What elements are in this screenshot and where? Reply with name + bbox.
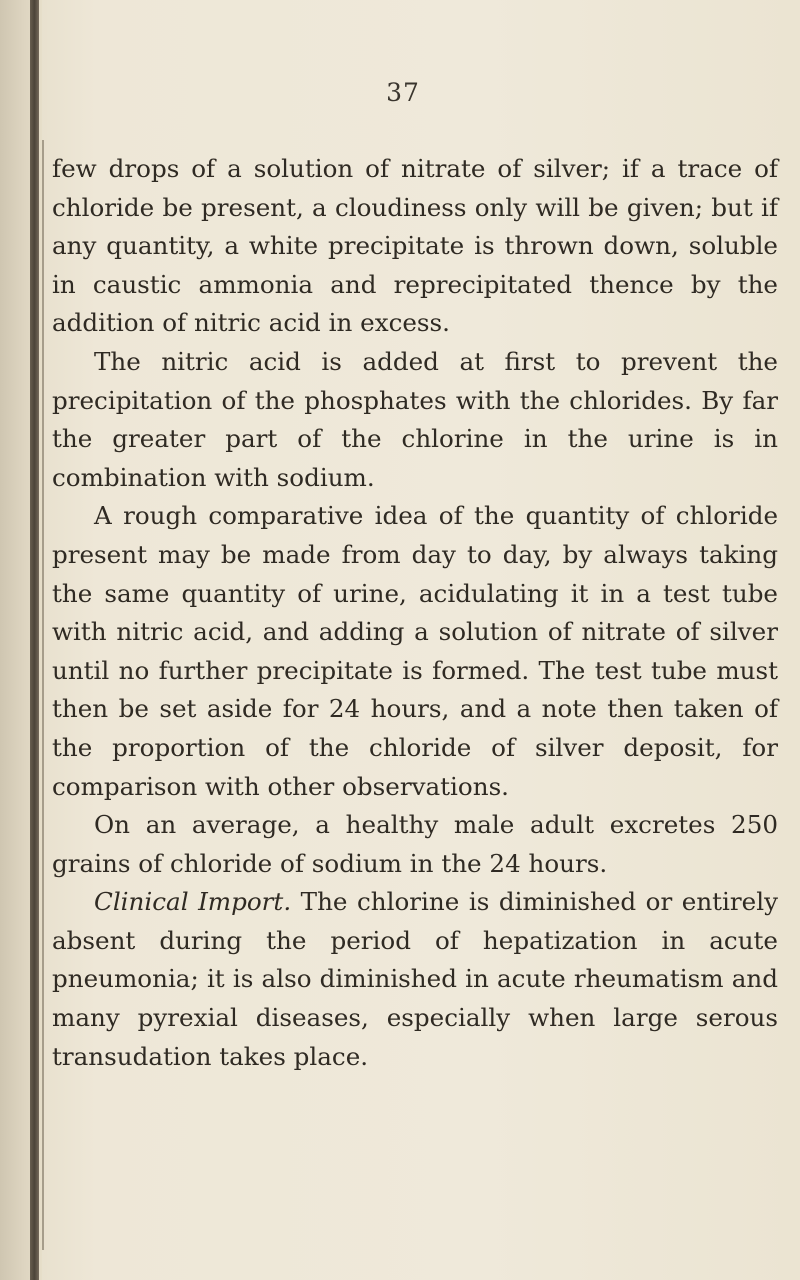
paragraph-4: On an average, a healthy male adult excretes 250 grains of chloride of sodium in the 24 hours. — [52, 810, 778, 878]
gutter-shadow — [30, 0, 39, 1280]
body-text — [52, 150, 778, 1076]
paragraph-1: few drops of a solution of nitrate of silver; if a trace of chloride be present, a cloudiness only will be given; but if any quantity, a white precipitate is thrown down, soluble in caustic ammonia and reprecipitated thence by the addition of nitric acid in excess. — [52, 154, 778, 338]
paragraph-3: A rough comparative idea of the quantity of chloride present may be made from day to day, by always taking the same quantity of urine, acidulating it in a test tube with nitric acid, and adding a solution of nitrate of silver until no further precipitate is formed. The test tube must then be set aside for 24 hours, and a note then taken of the proportion of the chloride of silver deposit, for comparison with other observations. — [52, 501, 778, 801]
gutter-rule — [42, 140, 44, 1250]
paragraph-5 — [52, 883, 778, 1076]
paragraph-2: The nitric acid is added at first to prevent the precipitation of the phosphates with the chlorides. By far the greater part of the chlorine in the urine is in combination with sodium. — [52, 346, 778, 492]
page-number: 37 — [386, 78, 420, 107]
clinical-import-heading: Clinical Import. — [94, 887, 292, 917]
clinical-import-text: The chlorine is diminished or entirely absent during the period of hepatization in acute pneumonia; it is also diminished in acute rheumatism and many pyrexial diseases, especially when large serous transudation takes place. — [52, 887, 778, 1071]
